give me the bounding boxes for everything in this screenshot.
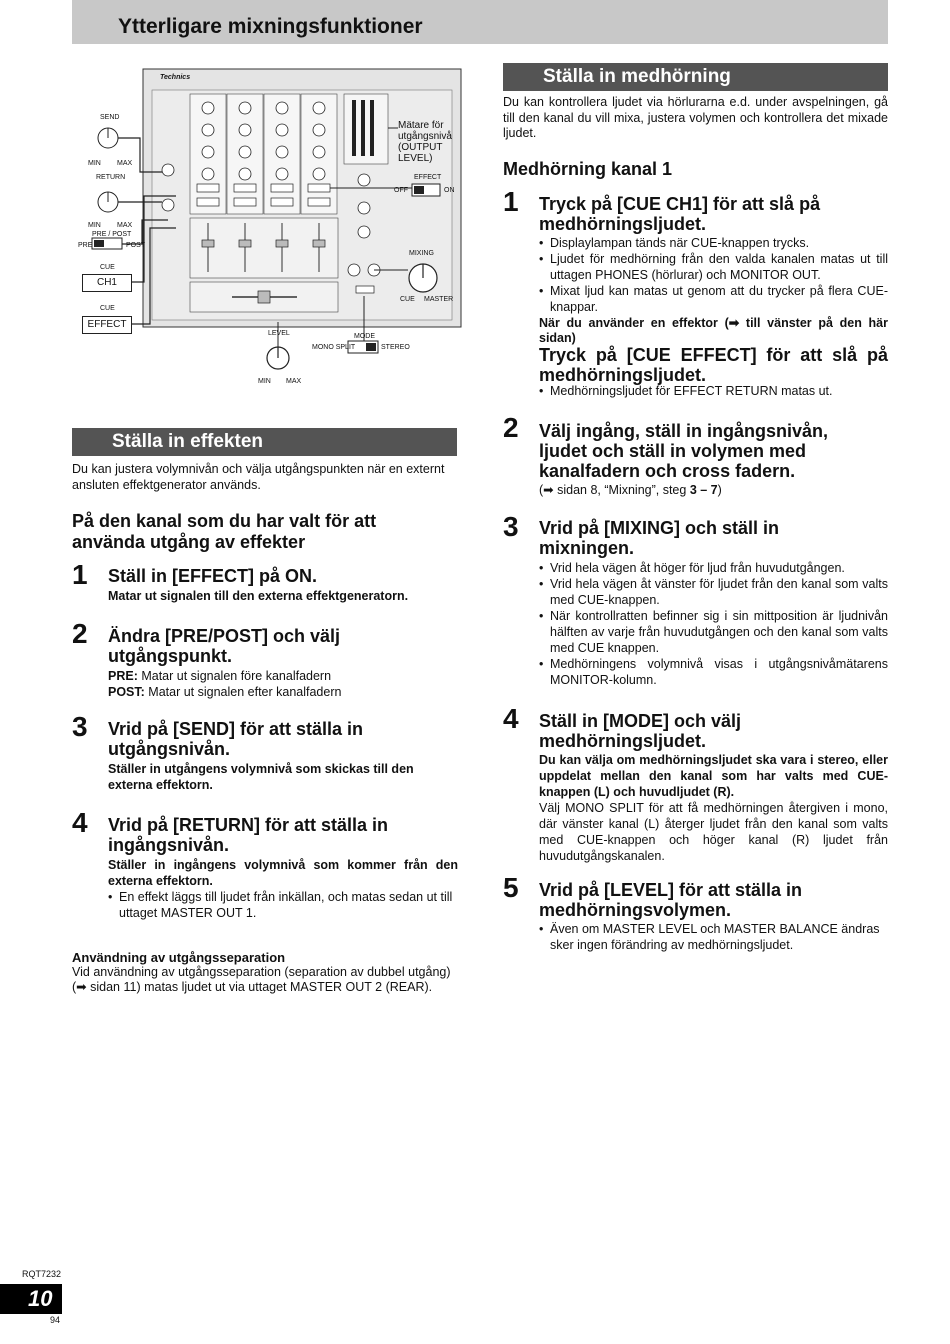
mixing-label: MIXING [409, 250, 434, 257]
small-page-number: 94 [50, 1315, 61, 1325]
send-label: SEND [100, 114, 120, 121]
step-body: Matar ut signalen till den externa effektgeneratorn. [108, 589, 409, 603]
bullet-item: • Displaylampan tänds när CUE-knappen trycks. [539, 235, 888, 251]
step-title: Välj ingång, ställ in ingångsnivån, ljudet och ställ in volymen med kanalfadern och cross fadern. [539, 421, 829, 481]
section-title: Ställa in effekten [112, 431, 263, 452]
step-number: 3 [503, 511, 519, 542]
return-min-label: MIN [88, 222, 101, 229]
step-title: Vrid på [LEVEL] för att ställa in medhörningsvolymen. [539, 880, 803, 920]
step-number: 5 [503, 872, 519, 903]
section-heading: På den kanal som du har valt för att använda utgång av effekter [72, 511, 377, 552]
page-header [72, 0, 888, 44]
pre-term: PRE: [108, 669, 138, 683]
intro-text: Du kan justera volymnivån och välja utgångspunkten när en externt ansluten effektgenerator används. [72, 462, 445, 492]
mixing-cue-label: CUE [400, 296, 415, 303]
step-number: 4 [72, 807, 88, 838]
ref-end: ) [717, 483, 722, 497]
bullet-item: • När kontrollratten befinner sig i sin mittposition är ljudnivån hälften av varje från huvudutgången och den kanal som valts med CUE knappen. [539, 608, 888, 656]
bullet-item: • En effekt läggs till ljudet från inkällan, och matas sedan ut till uttaget MASTER OUT 1. [108, 889, 458, 921]
step-title: Vrid på [RETURN] för att ställa in ingångsnivån. [108, 815, 389, 855]
cue-effect-caption: CUE [100, 305, 115, 312]
return-max-label: MAX [117, 222, 133, 229]
section-bar-effekten [72, 428, 457, 456]
pre-label: PRE [78, 242, 93, 249]
send-max-label: MAX [117, 160, 133, 167]
ref-steps: 3 – 7 [689, 483, 718, 497]
level-min-label: MIN [258, 378, 271, 385]
effector-note: När du använder en effektor (➡ till vänster på den här sidan) [539, 316, 888, 345]
mixer-diagram [72, 60, 462, 390]
ref-text: (➡ sidan 8, “Mixning”, steg [539, 483, 690, 497]
step-bullets [539, 921, 888, 953]
step-number: 4 [503, 703, 519, 734]
page-title: Ytterligare mixningsfunktioner [118, 15, 423, 38]
step-title-2: Tryck på [CUE EFFECT] för att slå på medhörningsljudet. [539, 345, 888, 385]
post-line [108, 684, 458, 700]
mixing-master-label: MASTER [424, 296, 454, 303]
page-number-box [0, 1284, 62, 1314]
step-title: Vrid på [SEND] för att ställa in utgångsnivån. [108, 719, 364, 759]
post-desc: Matar ut signalen efter kanalfadern [144, 685, 342, 699]
step-number: 3 [72, 711, 88, 742]
step-bullets [539, 560, 888, 688]
cue-ch1-button: CH1 [82, 274, 132, 292]
step-reference [539, 482, 888, 498]
step-body: Ställer in utgångens volymnivå som skickas till den externa effektorn. [108, 762, 414, 792]
step-title: Ställ in [EFFECT] på ON. [108, 566, 318, 586]
post-term: POST: [108, 685, 145, 699]
bullet-item: • Medhörningsljudet för EFFECT RETURN matas ut. [539, 383, 888, 399]
prepost-label: PRE / POST [92, 231, 132, 238]
bullet-item: • Även om MASTER LEVEL och MASTER BALANCE ändras sker ingen förändring av medhörningsljudet. [539, 921, 888, 953]
step-number: 1 [503, 186, 519, 217]
step-title: Vrid på [MIXING] och ställ in mixningen. [539, 518, 780, 558]
level-max-label: MAX [286, 378, 302, 385]
step-bullets [539, 235, 888, 315]
step-body-bold: Du kan välja om medhörningsljudet ska vara i stereo, eller uppdelat mellan den kanal som har valts med CUE-knappen (L) och huvudljudet (R). [539, 753, 888, 799]
step-title: Ställ in [MODE] och välj medhörningsljudet. [539, 711, 742, 751]
post-label: POST [126, 242, 146, 249]
separation-heading: Användning av utgångsseparation [72, 950, 286, 965]
mode-label: MODE [354, 333, 375, 340]
section-bar-medhorning [503, 63, 888, 91]
step-bullets [539, 383, 888, 399]
separation-text-1: Vid användning av utgångsseparation (separation av dubbel utgång) [72, 965, 451, 979]
brand-logo: Technics [160, 74, 191, 81]
subheading: Medhörning kanal 1 [503, 159, 673, 179]
effect-switch-label: EFFECT [414, 174, 442, 181]
bullet-item: • Medhörningens volymnivå visas i utgångsnivåmätarens MONITOR-kolumn. [539, 656, 888, 688]
bullet-item: • Vrid hela vägen åt vänster för ljudet från den kanal som valts med CUE-knappen. [539, 576, 888, 608]
bullet-item: • Ljudet för medhörning från den valda kanalen matas ut till uttagen PHONES (hörlurar) och MONITOR OUT. [539, 251, 888, 283]
stereo-label: STEREO [381, 344, 410, 351]
section-title: Ställa in medhörning [543, 66, 731, 87]
mono-split-label: MONO SPLIT [312, 344, 356, 351]
step-number: 2 [72, 618, 88, 649]
effect-off-label: OFF [394, 187, 408, 194]
step-bullets [108, 889, 458, 921]
step-body: Ställer in ingångens volymnivå som kommer från den externa effektorn. [108, 858, 458, 888]
step-title: Tryck på [CUE CH1] för att slå på medhörningsljudet. [539, 194, 821, 234]
step-title: Ändra [PRE/POST] och välj utgångspunkt. [108, 626, 341, 666]
document-code: RQT7232 [22, 1269, 62, 1279]
step-body [108, 668, 458, 700]
pre-desc: Matar ut signalen före kanalfadern [137, 669, 332, 683]
bullet-item: • Vrid hela vägen åt höger för ljud från huvudutgången. [539, 560, 888, 576]
send-min-label: MIN [88, 160, 101, 167]
cue-ch1-caption: CUE [100, 264, 115, 271]
level-label: LEVEL [268, 330, 290, 337]
return-label: RETURN [96, 174, 126, 181]
cue-effect-button: EFFECT [82, 316, 132, 334]
intro-text: Du kan kontrollera ljudet via hörlurarna e.d. under avspelningen, gå till den kanal du vill mixa, justera volymen och kontrollera det mixade ljudet. [503, 95, 888, 140]
meter-caption: Mätare för utgångsnivå (OUTPUT LEVEL) [398, 120, 452, 164]
effect-on-label: ON [444, 187, 455, 194]
step-body: Välj MONO SPLIT för att få medhörningen återgiven i mono, där vänster kanal (L) återger ljudet från den kanal som valts med CUE-knappen och höger kanal (R) ljudet från huvudutgångskanalen. [539, 801, 888, 863]
separation-text-2: (➡ sidan 11) matas ljudet ut via uttaget MASTER OUT 2 (REAR). [72, 980, 433, 994]
step-number: 2 [503, 412, 519, 443]
step-number: 1 [72, 559, 88, 590]
bullet-item: • Mixat ljud kan matas ut genom att du trycker på flera CUE-knappar. [539, 283, 888, 315]
pre-line [108, 668, 458, 684]
page-number: 10 [28, 1286, 53, 1311]
